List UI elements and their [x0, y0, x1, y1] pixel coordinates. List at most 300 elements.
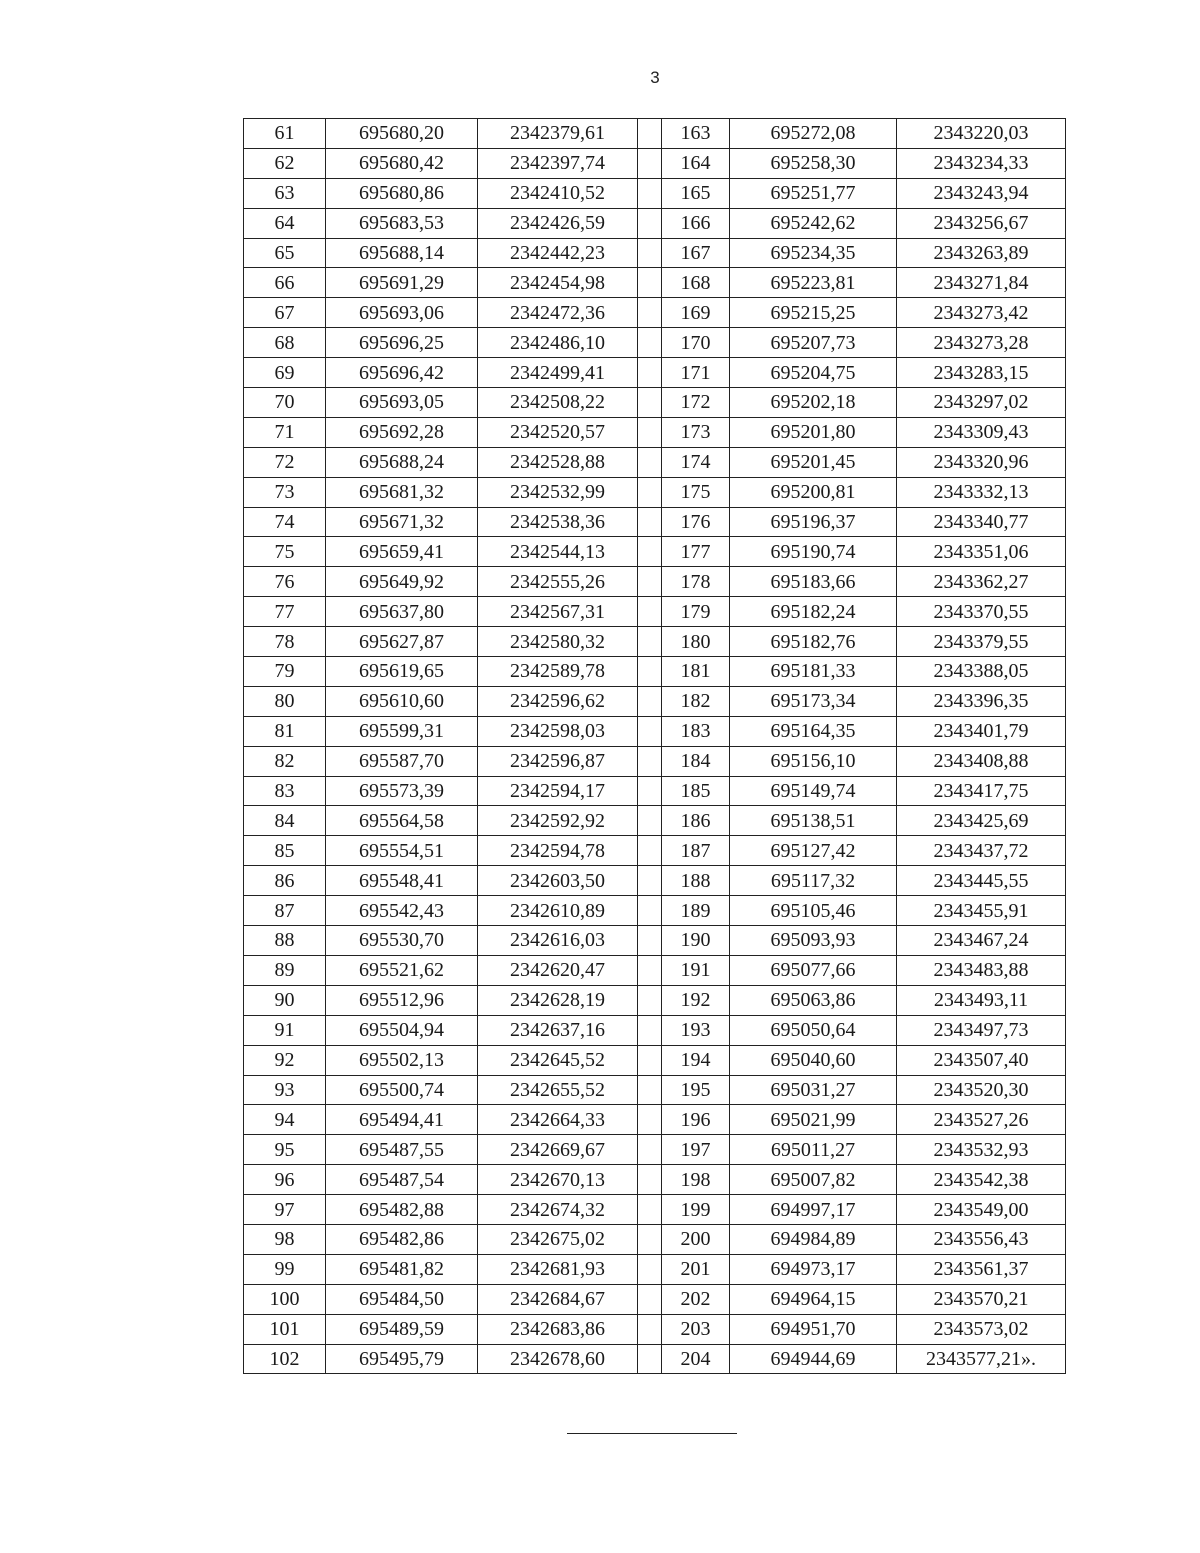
- left-x-coordinate-cell: 695683,53: [326, 208, 478, 238]
- right-x-coordinate-cell: 695242,62: [730, 208, 897, 238]
- right-point-number-cell: 199: [662, 1195, 730, 1225]
- right-x-coordinate-cell: 694997,17: [730, 1195, 897, 1225]
- left-y-coordinate-cell: 2342683,86: [478, 1314, 638, 1344]
- left-point-number-cell: 64: [244, 208, 326, 238]
- column-gap: [638, 358, 662, 388]
- table-row: [244, 955, 1066, 985]
- left-y-coordinate-cell: 2342594,78: [478, 836, 638, 866]
- column-gap: [638, 178, 662, 208]
- coordinates-table: [243, 118, 1066, 1374]
- right-y-coordinate-cell: 2343332,13: [897, 477, 1066, 507]
- column-gap: [638, 1015, 662, 1045]
- right-point-number-cell: 192: [662, 985, 730, 1015]
- left-point-number-cell: 86: [244, 866, 326, 896]
- right-y-coordinate-cell: 2343573,02: [897, 1314, 1066, 1344]
- left-point-number-cell: 62: [244, 148, 326, 178]
- left-y-coordinate-cell: 2342598,03: [478, 716, 638, 746]
- column-gap: [638, 1344, 662, 1374]
- right-x-coordinate-cell: 695200,81: [730, 477, 897, 507]
- right-point-number-cell: 181: [662, 657, 730, 687]
- column-gap: [638, 148, 662, 178]
- right-point-number-cell: 163: [662, 119, 730, 149]
- column-gap: [638, 686, 662, 716]
- left-point-number-cell: 91: [244, 1015, 326, 1045]
- left-x-coordinate-cell: 695696,42: [326, 358, 478, 388]
- right-y-coordinate-cell: 2343417,75: [897, 776, 1066, 806]
- table-row: [244, 985, 1066, 1015]
- left-point-number-cell: 68: [244, 328, 326, 358]
- table-row: [244, 119, 1066, 149]
- right-y-coordinate-cell: 2343445,55: [897, 866, 1066, 896]
- right-x-coordinate-cell: 695138,51: [730, 806, 897, 836]
- left-y-coordinate-cell: 2342664,33: [478, 1105, 638, 1135]
- table-row: [244, 1015, 1066, 1045]
- right-y-coordinate-cell: 2343493,11: [897, 985, 1066, 1015]
- left-point-number-cell: 99: [244, 1254, 326, 1284]
- right-x-coordinate-cell: 695050,64: [730, 1015, 897, 1045]
- left-point-number-cell: 89: [244, 955, 326, 985]
- left-point-number-cell: 76: [244, 567, 326, 597]
- right-x-coordinate-cell: 695223,81: [730, 268, 897, 298]
- left-x-coordinate-cell: 695502,13: [326, 1045, 478, 1075]
- right-point-number-cell: 191: [662, 955, 730, 985]
- right-y-coordinate-cell: 2343396,35: [897, 686, 1066, 716]
- left-point-number-cell: 74: [244, 507, 326, 537]
- right-point-number-cell: 176: [662, 507, 730, 537]
- left-y-coordinate-cell: 2342397,74: [478, 148, 638, 178]
- right-x-coordinate-cell: 695117,32: [730, 866, 897, 896]
- left-y-coordinate-cell: 2342637,16: [478, 1015, 638, 1045]
- column-gap: [638, 1254, 662, 1284]
- left-point-number-cell: 63: [244, 178, 326, 208]
- right-point-number-cell: 201: [662, 1254, 730, 1284]
- right-y-coordinate-cell: 2343379,55: [897, 627, 1066, 657]
- left-x-coordinate-cell: 695671,32: [326, 507, 478, 537]
- left-point-number-cell: 66: [244, 268, 326, 298]
- right-point-number-cell: 189: [662, 896, 730, 926]
- right-point-number-cell: 186: [662, 806, 730, 836]
- left-y-coordinate-cell: 2342410,52: [478, 178, 638, 208]
- right-point-number-cell: 188: [662, 866, 730, 896]
- left-point-number-cell: 77: [244, 597, 326, 627]
- table-row: [244, 776, 1066, 806]
- column-gap: [638, 746, 662, 776]
- right-point-number-cell: 164: [662, 148, 730, 178]
- table-row: [244, 1254, 1066, 1284]
- left-y-coordinate-cell: 2342594,17: [478, 776, 638, 806]
- left-x-coordinate-cell: 695680,42: [326, 148, 478, 178]
- left-y-coordinate-cell: 2342538,36: [478, 507, 638, 537]
- right-point-number-cell: 172: [662, 388, 730, 418]
- column-gap: [638, 1284, 662, 1314]
- right-y-coordinate-cell: 2343370,55: [897, 597, 1066, 627]
- right-x-coordinate-cell: 695164,35: [730, 716, 897, 746]
- right-y-coordinate-cell: 2343401,79: [897, 716, 1066, 746]
- right-x-coordinate-cell: 695201,80: [730, 417, 897, 447]
- table-row: [244, 657, 1066, 687]
- left-x-coordinate-cell: 695610,60: [326, 686, 478, 716]
- right-y-coordinate-cell: 2343437,72: [897, 836, 1066, 866]
- right-y-coordinate-cell: 2343256,67: [897, 208, 1066, 238]
- left-point-number-cell: 71: [244, 417, 326, 447]
- left-y-coordinate-cell: 2342596,87: [478, 746, 638, 776]
- table-row: [244, 1075, 1066, 1105]
- right-y-coordinate-cell: 2343234,33: [897, 148, 1066, 178]
- right-x-coordinate-cell: 695156,10: [730, 746, 897, 776]
- table-row: [244, 1135, 1066, 1165]
- right-point-number-cell: 166: [662, 208, 730, 238]
- left-x-coordinate-cell: 695693,05: [326, 388, 478, 418]
- left-y-coordinate-cell: 2342616,03: [478, 926, 638, 956]
- column-gap: [638, 1314, 662, 1344]
- table-row: [244, 716, 1066, 746]
- right-y-coordinate-cell: 2343340,77: [897, 507, 1066, 537]
- left-y-coordinate-cell: 2342684,67: [478, 1284, 638, 1314]
- right-point-number-cell: 171: [662, 358, 730, 388]
- right-y-coordinate-cell: 2343570,21: [897, 1284, 1066, 1314]
- left-y-coordinate-cell: 2342532,99: [478, 477, 638, 507]
- column-gap: [638, 268, 662, 298]
- table-row: [244, 806, 1066, 836]
- left-y-coordinate-cell: 2342603,50: [478, 866, 638, 896]
- table-row: [244, 1344, 1066, 1374]
- right-y-coordinate-cell: 2343425,69: [897, 806, 1066, 836]
- right-y-coordinate-cell: 2343297,02: [897, 388, 1066, 418]
- left-y-coordinate-cell: 2342675,02: [478, 1224, 638, 1254]
- table-row: [244, 507, 1066, 537]
- column-gap: [638, 806, 662, 836]
- right-x-coordinate-cell: 694984,89: [730, 1224, 897, 1254]
- left-x-coordinate-cell: 695482,88: [326, 1195, 478, 1225]
- left-x-coordinate-cell: 695587,70: [326, 746, 478, 776]
- right-y-coordinate-cell: 2343455,91: [897, 896, 1066, 926]
- right-y-coordinate-cell: 2343220,03: [897, 119, 1066, 149]
- left-y-coordinate-cell: 2342655,52: [478, 1075, 638, 1105]
- right-y-coordinate-cell: 2343561,37: [897, 1254, 1066, 1284]
- right-point-number-cell: 173: [662, 417, 730, 447]
- left-point-number-cell: 73: [244, 477, 326, 507]
- right-point-number-cell: 204: [662, 1344, 730, 1374]
- column-gap: [638, 507, 662, 537]
- right-x-coordinate-cell: 695190,74: [730, 537, 897, 567]
- table-row: [244, 268, 1066, 298]
- left-y-coordinate-cell: 2342628,19: [478, 985, 638, 1015]
- right-x-coordinate-cell: 695251,77: [730, 178, 897, 208]
- left-x-coordinate-cell: 695680,86: [326, 178, 478, 208]
- right-y-coordinate-cell: 2343283,15: [897, 358, 1066, 388]
- column-gap: [638, 776, 662, 806]
- left-point-number-cell: 61: [244, 119, 326, 149]
- right-y-coordinate-cell: 2343520,30: [897, 1075, 1066, 1105]
- left-y-coordinate-cell: 2342499,41: [478, 358, 638, 388]
- left-point-number-cell: 69: [244, 358, 326, 388]
- left-x-coordinate-cell: 695542,43: [326, 896, 478, 926]
- table-row: [244, 896, 1066, 926]
- right-x-coordinate-cell: 695182,76: [730, 627, 897, 657]
- right-y-coordinate-cell: 2343483,88: [897, 955, 1066, 985]
- table-row: [244, 1195, 1066, 1225]
- left-x-coordinate-cell: 695564,58: [326, 806, 478, 836]
- left-x-coordinate-cell: 695512,96: [326, 985, 478, 1015]
- table-row: [244, 567, 1066, 597]
- table-row: [244, 836, 1066, 866]
- table-row: [244, 1165, 1066, 1195]
- left-x-coordinate-cell: 695696,25: [326, 328, 478, 358]
- left-x-coordinate-cell: 695693,06: [326, 298, 478, 328]
- column-gap: [638, 896, 662, 926]
- left-point-number-cell: 84: [244, 806, 326, 836]
- column-gap: [638, 926, 662, 956]
- right-point-number-cell: 185: [662, 776, 730, 806]
- right-point-number-cell: 179: [662, 597, 730, 627]
- right-point-number-cell: 196: [662, 1105, 730, 1135]
- left-y-coordinate-cell: 2342589,78: [478, 657, 638, 687]
- left-x-coordinate-cell: 695688,24: [326, 447, 478, 477]
- left-y-coordinate-cell: 2342678,60: [478, 1344, 638, 1374]
- left-x-coordinate-cell: 695500,74: [326, 1075, 478, 1105]
- right-y-coordinate-cell: 2343408,88: [897, 746, 1066, 776]
- column-gap: [638, 597, 662, 627]
- column-gap: [638, 866, 662, 896]
- right-y-coordinate-cell: 2343273,42: [897, 298, 1066, 328]
- right-x-coordinate-cell: 695077,66: [730, 955, 897, 985]
- left-x-coordinate-cell: 695494,41: [326, 1105, 478, 1135]
- left-point-number-cell: 83: [244, 776, 326, 806]
- column-gap: [638, 447, 662, 477]
- left-x-coordinate-cell: 695599,31: [326, 716, 478, 746]
- left-y-coordinate-cell: 2342508,22: [478, 388, 638, 418]
- left-x-coordinate-cell: 695680,20: [326, 119, 478, 149]
- table-row: [244, 627, 1066, 657]
- right-y-coordinate-cell: 2343271,84: [897, 268, 1066, 298]
- right-point-number-cell: 177: [662, 537, 730, 567]
- left-point-number-cell: 90: [244, 985, 326, 1015]
- right-point-number-cell: 203: [662, 1314, 730, 1344]
- right-x-coordinate-cell: 695272,08: [730, 119, 897, 149]
- column-gap: [638, 298, 662, 328]
- right-point-number-cell: 202: [662, 1284, 730, 1314]
- left-y-coordinate-cell: 2342620,47: [478, 955, 638, 985]
- column-gap: [638, 657, 662, 687]
- right-x-coordinate-cell: 694951,70: [730, 1314, 897, 1344]
- table-row: [244, 328, 1066, 358]
- left-point-number-cell: 80: [244, 686, 326, 716]
- left-y-coordinate-cell: 2342555,26: [478, 567, 638, 597]
- column-gap: [638, 537, 662, 567]
- column-gap: [638, 208, 662, 238]
- right-x-coordinate-cell: 695204,75: [730, 358, 897, 388]
- left-point-number-cell: 65: [244, 238, 326, 268]
- left-point-number-cell: 67: [244, 298, 326, 328]
- table-row: [244, 866, 1066, 896]
- table-row: [244, 746, 1066, 776]
- right-y-coordinate-cell: 2343577,21».: [897, 1344, 1066, 1374]
- table-row: [244, 686, 1066, 716]
- right-point-number-cell: 198: [662, 1165, 730, 1195]
- left-y-coordinate-cell: 2342681,93: [478, 1254, 638, 1284]
- left-y-coordinate-cell: 2342520,57: [478, 417, 638, 447]
- left-y-coordinate-cell: 2342528,88: [478, 447, 638, 477]
- left-point-number-cell: 95: [244, 1135, 326, 1165]
- left-y-coordinate-cell: 2342592,92: [478, 806, 638, 836]
- left-x-coordinate-cell: 695548,41: [326, 866, 478, 896]
- right-x-coordinate-cell: 695011,27: [730, 1135, 897, 1165]
- right-point-number-cell: 193: [662, 1015, 730, 1045]
- left-y-coordinate-cell: 2342454,98: [478, 268, 638, 298]
- right-y-coordinate-cell: 2343507,40: [897, 1045, 1066, 1075]
- right-y-coordinate-cell: 2343497,73: [897, 1015, 1066, 1045]
- left-point-number-cell: 85: [244, 836, 326, 866]
- left-y-coordinate-cell: 2342442,23: [478, 238, 638, 268]
- left-x-coordinate-cell: 695495,79: [326, 1344, 478, 1374]
- right-point-number-cell: 178: [662, 567, 730, 597]
- column-gap: [638, 119, 662, 149]
- right-y-coordinate-cell: 2343351,06: [897, 537, 1066, 567]
- left-x-coordinate-cell: 695659,41: [326, 537, 478, 567]
- right-point-number-cell: 194: [662, 1045, 730, 1075]
- left-x-coordinate-cell: 695681,32: [326, 477, 478, 507]
- left-point-number-cell: 81: [244, 716, 326, 746]
- table-row: [244, 1314, 1066, 1344]
- left-x-coordinate-cell: 695649,92: [326, 567, 478, 597]
- left-point-number-cell: 100: [244, 1284, 326, 1314]
- column-gap: [638, 836, 662, 866]
- left-y-coordinate-cell: 2342486,10: [478, 328, 638, 358]
- right-x-coordinate-cell: 695202,18: [730, 388, 897, 418]
- column-gap: [638, 238, 662, 268]
- right-point-number-cell: 200: [662, 1224, 730, 1254]
- left-x-coordinate-cell: 695521,62: [326, 955, 478, 985]
- left-point-number-cell: 87: [244, 896, 326, 926]
- table-row: [244, 208, 1066, 238]
- right-point-number-cell: 167: [662, 238, 730, 268]
- left-point-number-cell: 72: [244, 447, 326, 477]
- table-row: [244, 537, 1066, 567]
- right-point-number-cell: 174: [662, 447, 730, 477]
- right-y-coordinate-cell: 2343532,93: [897, 1135, 1066, 1165]
- left-x-coordinate-cell: 695481,82: [326, 1254, 478, 1284]
- right-x-coordinate-cell: 695234,35: [730, 238, 897, 268]
- table-row: [244, 388, 1066, 418]
- left-y-coordinate-cell: 2342669,67: [478, 1135, 638, 1165]
- column-gap: [638, 1045, 662, 1075]
- left-x-coordinate-cell: 695692,28: [326, 417, 478, 447]
- right-x-coordinate-cell: 695196,37: [730, 507, 897, 537]
- right-point-number-cell: 183: [662, 716, 730, 746]
- end-of-document-rule: [567, 1433, 737, 1434]
- left-y-coordinate-cell: 2342645,52: [478, 1045, 638, 1075]
- left-x-coordinate-cell: 695637,80: [326, 597, 478, 627]
- left-point-number-cell: 88: [244, 926, 326, 956]
- right-point-number-cell: 187: [662, 836, 730, 866]
- right-x-coordinate-cell: 695031,27: [730, 1075, 897, 1105]
- right-x-coordinate-cell: 695040,60: [730, 1045, 897, 1075]
- right-x-coordinate-cell: 695215,25: [730, 298, 897, 328]
- table-row: [244, 148, 1066, 178]
- column-gap: [638, 985, 662, 1015]
- column-gap: [638, 955, 662, 985]
- right-point-number-cell: 195: [662, 1075, 730, 1105]
- table-row: [244, 1105, 1066, 1135]
- left-x-coordinate-cell: 695484,50: [326, 1284, 478, 1314]
- right-x-coordinate-cell: 695182,24: [730, 597, 897, 627]
- left-x-coordinate-cell: 695504,94: [326, 1015, 478, 1045]
- right-point-number-cell: 170: [662, 328, 730, 358]
- right-x-coordinate-cell: 695105,46: [730, 896, 897, 926]
- left-y-coordinate-cell: 2342670,13: [478, 1165, 638, 1195]
- left-y-coordinate-cell: 2342567,31: [478, 597, 638, 627]
- left-point-number-cell: 96: [244, 1165, 326, 1195]
- right-y-coordinate-cell: 2343388,05: [897, 657, 1066, 687]
- right-y-coordinate-cell: 2343467,24: [897, 926, 1066, 956]
- column-gap: [638, 1105, 662, 1135]
- right-y-coordinate-cell: 2343263,89: [897, 238, 1066, 268]
- column-gap: [638, 1135, 662, 1165]
- left-x-coordinate-cell: 695482,86: [326, 1224, 478, 1254]
- left-x-coordinate-cell: 695554,51: [326, 836, 478, 866]
- right-x-coordinate-cell: 695007,82: [730, 1165, 897, 1195]
- right-y-coordinate-cell: 2343320,96: [897, 447, 1066, 477]
- left-point-number-cell: 92: [244, 1045, 326, 1075]
- right-y-coordinate-cell: 2343243,94: [897, 178, 1066, 208]
- table-row: [244, 1224, 1066, 1254]
- right-x-coordinate-cell: 695021,99: [730, 1105, 897, 1135]
- column-gap: [638, 417, 662, 447]
- column-gap: [638, 328, 662, 358]
- left-x-coordinate-cell: 695627,87: [326, 627, 478, 657]
- left-point-number-cell: 98: [244, 1224, 326, 1254]
- left-point-number-cell: 97: [244, 1195, 326, 1225]
- right-x-coordinate-cell: 695149,74: [730, 776, 897, 806]
- left-x-coordinate-cell: 695487,54: [326, 1165, 478, 1195]
- right-point-number-cell: 169: [662, 298, 730, 328]
- table-row: [244, 597, 1066, 627]
- left-x-coordinate-cell: 695619,65: [326, 657, 478, 687]
- left-point-number-cell: 70: [244, 388, 326, 418]
- column-gap: [638, 1075, 662, 1105]
- right-x-coordinate-cell: 694973,17: [730, 1254, 897, 1284]
- left-y-coordinate-cell: 2342426,59: [478, 208, 638, 238]
- table-row: [244, 238, 1066, 268]
- left-y-coordinate-cell: 2342379,61: [478, 119, 638, 149]
- page-number: 3: [650, 68, 660, 87]
- left-y-coordinate-cell: 2342610,89: [478, 896, 638, 926]
- left-x-coordinate-cell: 695688,14: [326, 238, 478, 268]
- left-x-coordinate-cell: 695573,39: [326, 776, 478, 806]
- left-y-coordinate-cell: 2342472,36: [478, 298, 638, 328]
- column-gap: [638, 477, 662, 507]
- right-y-coordinate-cell: 2343309,43: [897, 417, 1066, 447]
- right-point-number-cell: 165: [662, 178, 730, 208]
- right-x-coordinate-cell: 695181,33: [730, 657, 897, 687]
- right-point-number-cell: 180: [662, 627, 730, 657]
- left-y-coordinate-cell: 2342580,32: [478, 627, 638, 657]
- left-point-number-cell: 82: [244, 746, 326, 776]
- right-x-coordinate-cell: 694944,69: [730, 1344, 897, 1374]
- right-x-coordinate-cell: 695201,45: [730, 447, 897, 477]
- table-row: [244, 358, 1066, 388]
- right-y-coordinate-cell: 2343542,38: [897, 1165, 1066, 1195]
- right-x-coordinate-cell: 695127,42: [730, 836, 897, 866]
- left-x-coordinate-cell: 695489,59: [326, 1314, 478, 1344]
- left-point-number-cell: 101: [244, 1314, 326, 1344]
- left-point-number-cell: 94: [244, 1105, 326, 1135]
- right-x-coordinate-cell: 694964,15: [730, 1284, 897, 1314]
- left-x-coordinate-cell: 695530,70: [326, 926, 478, 956]
- table-row: [244, 298, 1066, 328]
- right-x-coordinate-cell: 695063,86: [730, 985, 897, 1015]
- column-gap: [638, 567, 662, 597]
